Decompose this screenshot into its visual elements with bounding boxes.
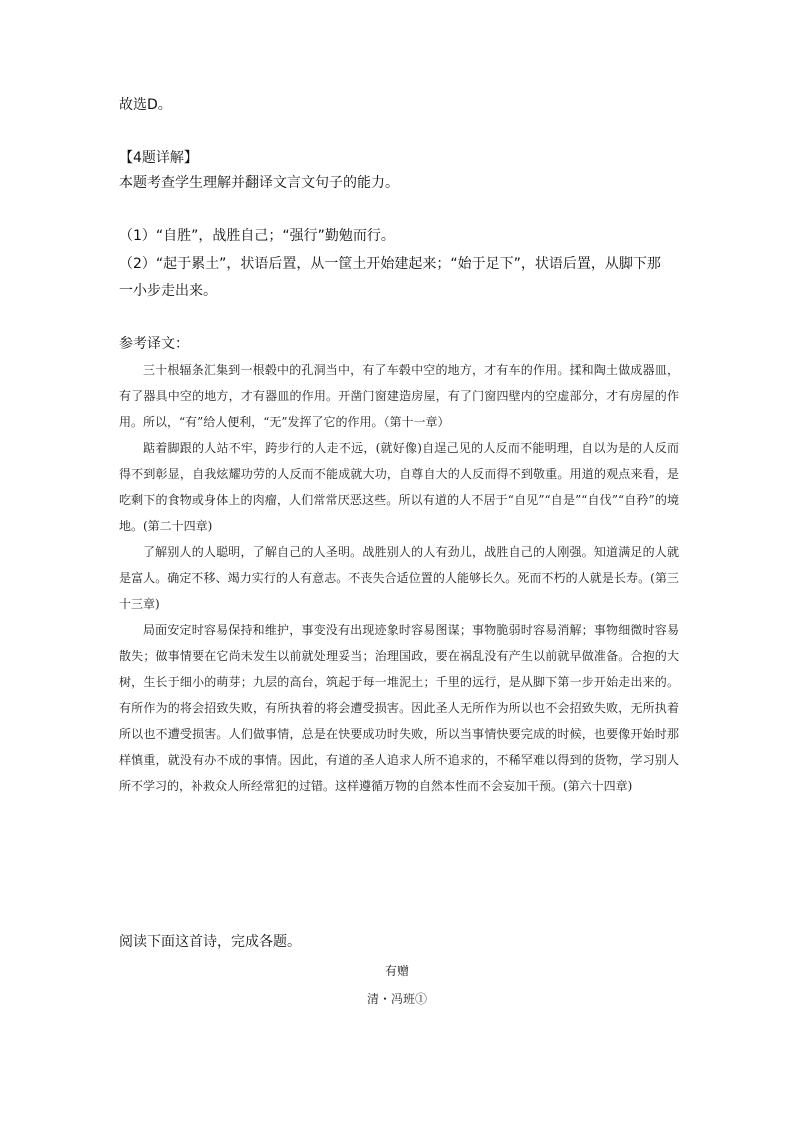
explanation-line-1: （1）“自胜”，战胜自己；“强行”勤勉而行。: [119, 228, 395, 244]
translation-body: [119, 357, 679, 799]
translation-paragraph: 踮着脚跟的人站不牢，跨步行的人走不远，(就好像)自逞己见的人反而不能明理，自以为是的人反而得不到彰显，自我炫耀功劳的人反而不能成就大功，自尊自大的人反而得不到敬重。用道的观点来看，是吃剩下的食物或身体上的肉瘤，人们常常厌恶这些。所以有道的人不居于“自见”“自是”“自伐”“自矜”的境地。(第二十四章): [119, 441, 679, 533]
reading-prompt: 阅读下面这首诗，完成各题。: [119, 934, 301, 950]
explanation-line-2: （2）“起于累土”，状语后置，从一筐土开始建起来；“始于足下”，状语后置，从脚下那: [119, 256, 661, 272]
section-intro: 本题考查学生理解并翻译文言文句子的能力。: [119, 175, 399, 191]
translation-paragraph: 了解别人的人聪明，了解自己的人圣明。战胜别人的人有劲儿，战胜自己的人刚强。知道满足的人就是富人。确定不移、竭力实行的人有意志。不丧失合适位置的人能够长久。死而不朽的人就是长寿。(第三十三章): [119, 545, 679, 611]
translation-paragraph: 三十根辐条汇集到一根毂中的孔洞当中，有了车毂中空的地方，才有车的作用。揉和陶土做成器皿，有了器具中空的地方，才有器皿的作用。开凿门窗建造房屋，有了门窗四壁内的空虚部分，才有房屋的作用。所以，“有”给人便利，“无”发挥了它的作用。（第十一章）: [119, 363, 679, 429]
answer-line: 故选D。: [119, 97, 172, 113]
section-heading: 【4题详解】: [119, 150, 198, 166]
translation-label: 参考译文：: [119, 336, 189, 352]
poem-title: 有赠: [384, 964, 409, 978]
poem-author: 清・冯班①: [366, 992, 427, 1006]
translation-paragraph: 局面安定时容易保持和维护，事变没有出现迹象时容易图谋；事物脆弱时容易消解；事物细微时容易散失；做事情要在它尚未发生以前就处理妥当；治理国政，要在祸乱没有产生以前就早做准备。合抱的大树，生长于细小的萌芽；九层的高台，筑起于每一堆泥土；千里的远行，是从脚下第一步开始走出来的。有所作为的将会招致失败，有所执着的将会遭受损害。因此圣人无所作为所以也不会招致失败，无所执着所以也不遭受损害。人们做事情，总是在快要成功时失败，所以当事情快要完成的时候，也要像开始时那样慎重，就没有办不成的事情。因此，有道的圣人追求人所不追求的，不稀罕难以得到的货物，学习别人所不学习的，补救众人所经常犯的过错。这样遵循万物的自然本性而不会妄加干预。(第六十四章): [119, 623, 679, 793]
explanation-line-3: 一小步走出来。: [119, 283, 217, 299]
